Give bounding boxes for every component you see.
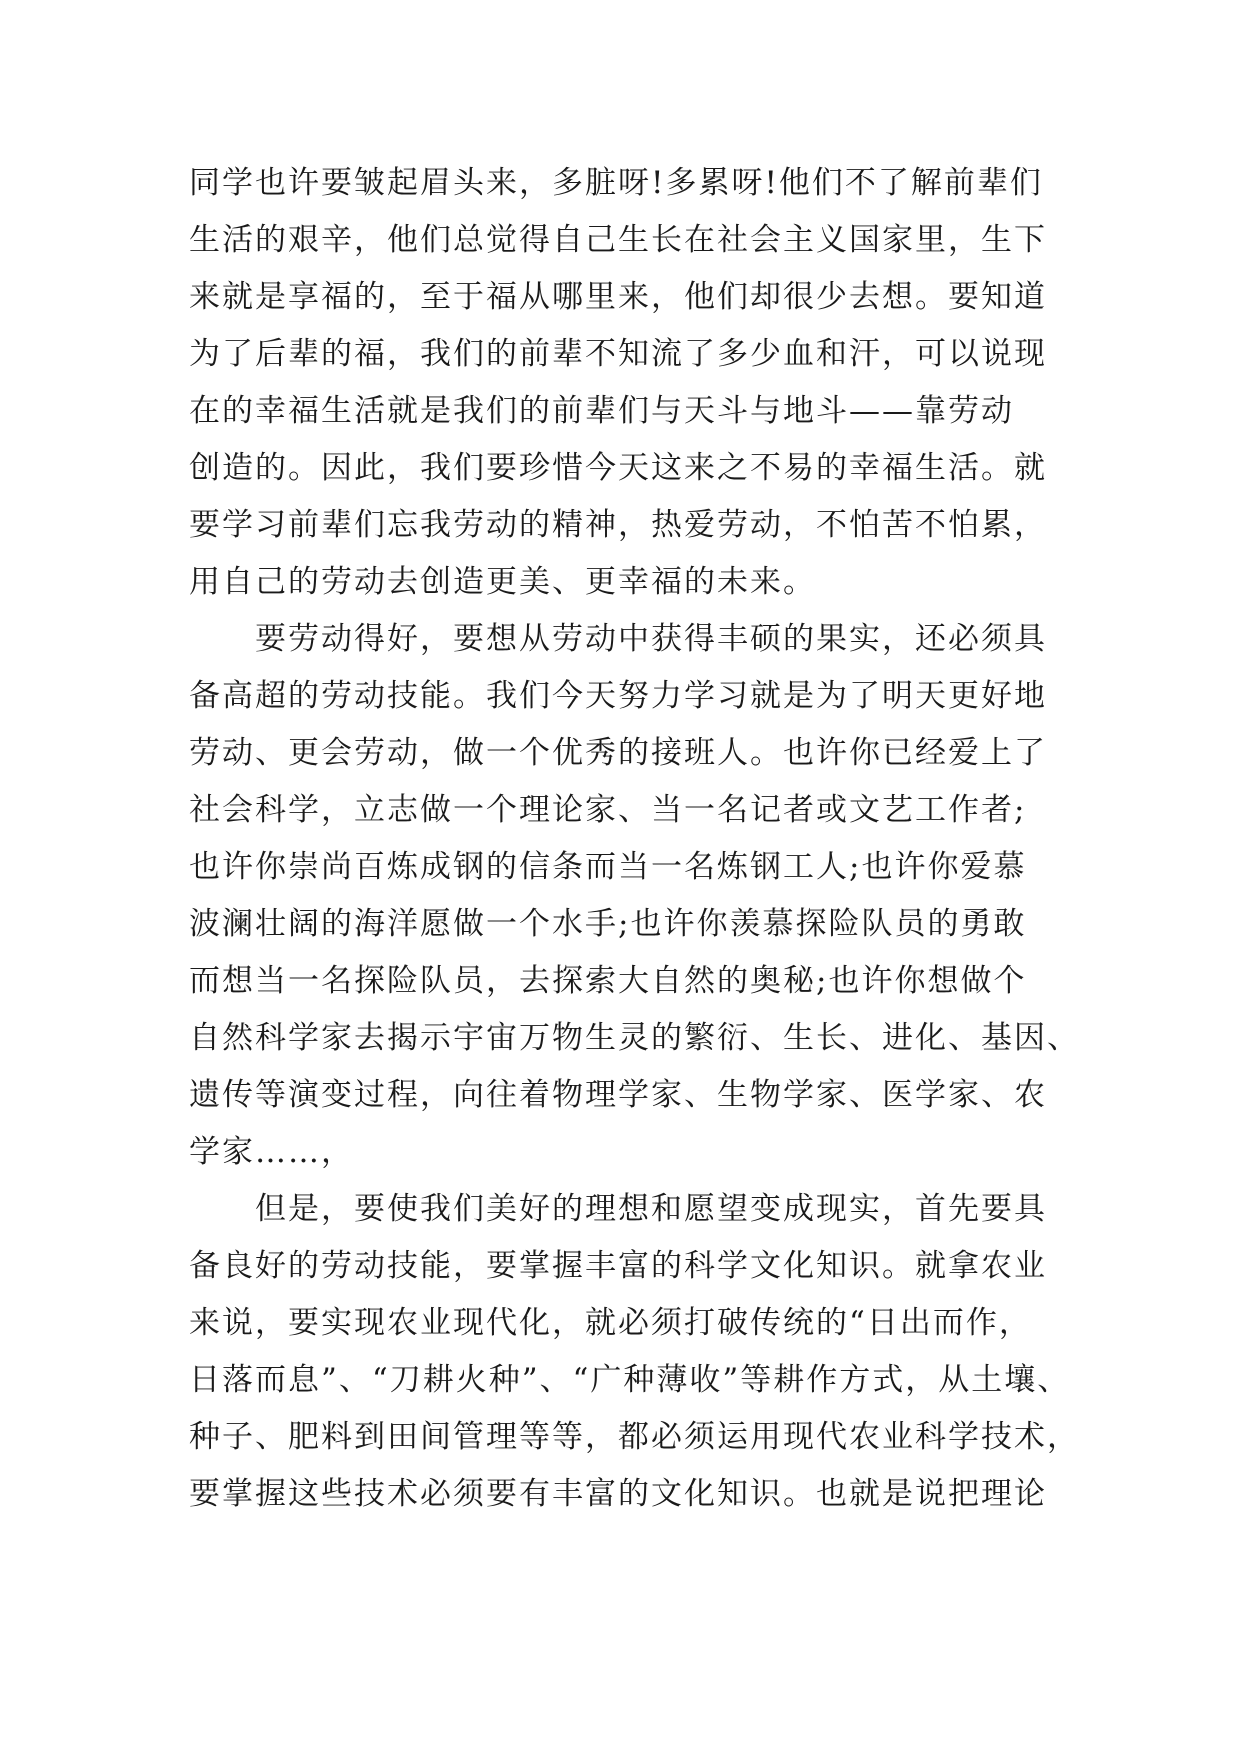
text-line: 用自己的劳动去创造更美、更幸福的未来。 (189, 564, 816, 600)
text-line: 同学也许要皱起眉头来，多脏呀!多累呀!他们不了解前辈们 (189, 165, 1043, 201)
text-line: 而想当一名探险队员，去探索大自然的奥秘;也许你想做个 (189, 963, 1027, 999)
text-line: 但是，要使我们美好的理想和愿望变成现实，首先要具 (255, 1191, 1047, 1227)
text-line: 学家……， (189, 1134, 354, 1170)
text-line: 劳动、更会劳动，做一个优秀的接班人。也许你已经爱上了 (189, 735, 1047, 771)
text-line: 日落而息”、“刀耕火种”、“广种薄收”等耕作方式，从土壤、 (189, 1362, 1071, 1398)
text-line: 要掌握这些技术必须要有丰富的文化知识。也就是说把理论 (189, 1476, 1047, 1512)
text-line: 生活的艰辛，他们总觉得自己生长在社会主义国家里，生下 (189, 222, 1047, 258)
text-line: 波澜壮阔的海洋愿做一个水手;也许你羡慕探险队员的勇敢 (189, 906, 1027, 942)
text-line: 为了后辈的福，我们的前辈不知流了多少血和汗，可以说现 (189, 336, 1047, 372)
text-line: 来说，要实现农业现代化，就必须打破传统的“日出而作， (189, 1305, 1032, 1341)
text-line: 备高超的劳动技能。我们今天努力学习就是为了明天更好地 (189, 678, 1047, 714)
text-line: 要学习前辈们忘我劳动的精神，热爱劳动，不怕苦不怕累， (189, 507, 1047, 543)
body-text (189, 155, 1080, 1523)
text-line: 也许你崇尚百炼成钢的信条而当一名炼钢工人;也许你爱慕 (189, 849, 1027, 885)
text-line: 在的幸福生活就是我们的前辈们与天斗与地斗——靠劳动 (189, 393, 1014, 429)
text-line: 要劳动得好，要想从劳动中获得丰硕的果实，还必须具 (255, 621, 1047, 657)
text-line: 备良好的劳动技能，要掌握丰富的科学文化知识。就拿农业 (189, 1248, 1047, 1284)
text-line: 社会科学，立志做一个理论家、当一名记者或文艺工作者; (189, 792, 1027, 828)
text-line: 创造的。因此，我们要珍惜今天这来之不易的幸福生活。就 (189, 450, 1047, 486)
text-line: 遗传等演变过程，向往着物理学家、生物学家、医学家、农 (189, 1077, 1047, 1113)
text-line: 来就是享福的，至于福从哪里来，他们却很少去想。要知道 (189, 279, 1047, 315)
text-line: 自然科学家去揭示宇宙万物生灵的繁衍、生长、进化、基因、 (189, 1020, 1080, 1056)
text-line: 种子、肥料到田间管理等等，都必须运用现代农业科学技术， (189, 1419, 1080, 1455)
